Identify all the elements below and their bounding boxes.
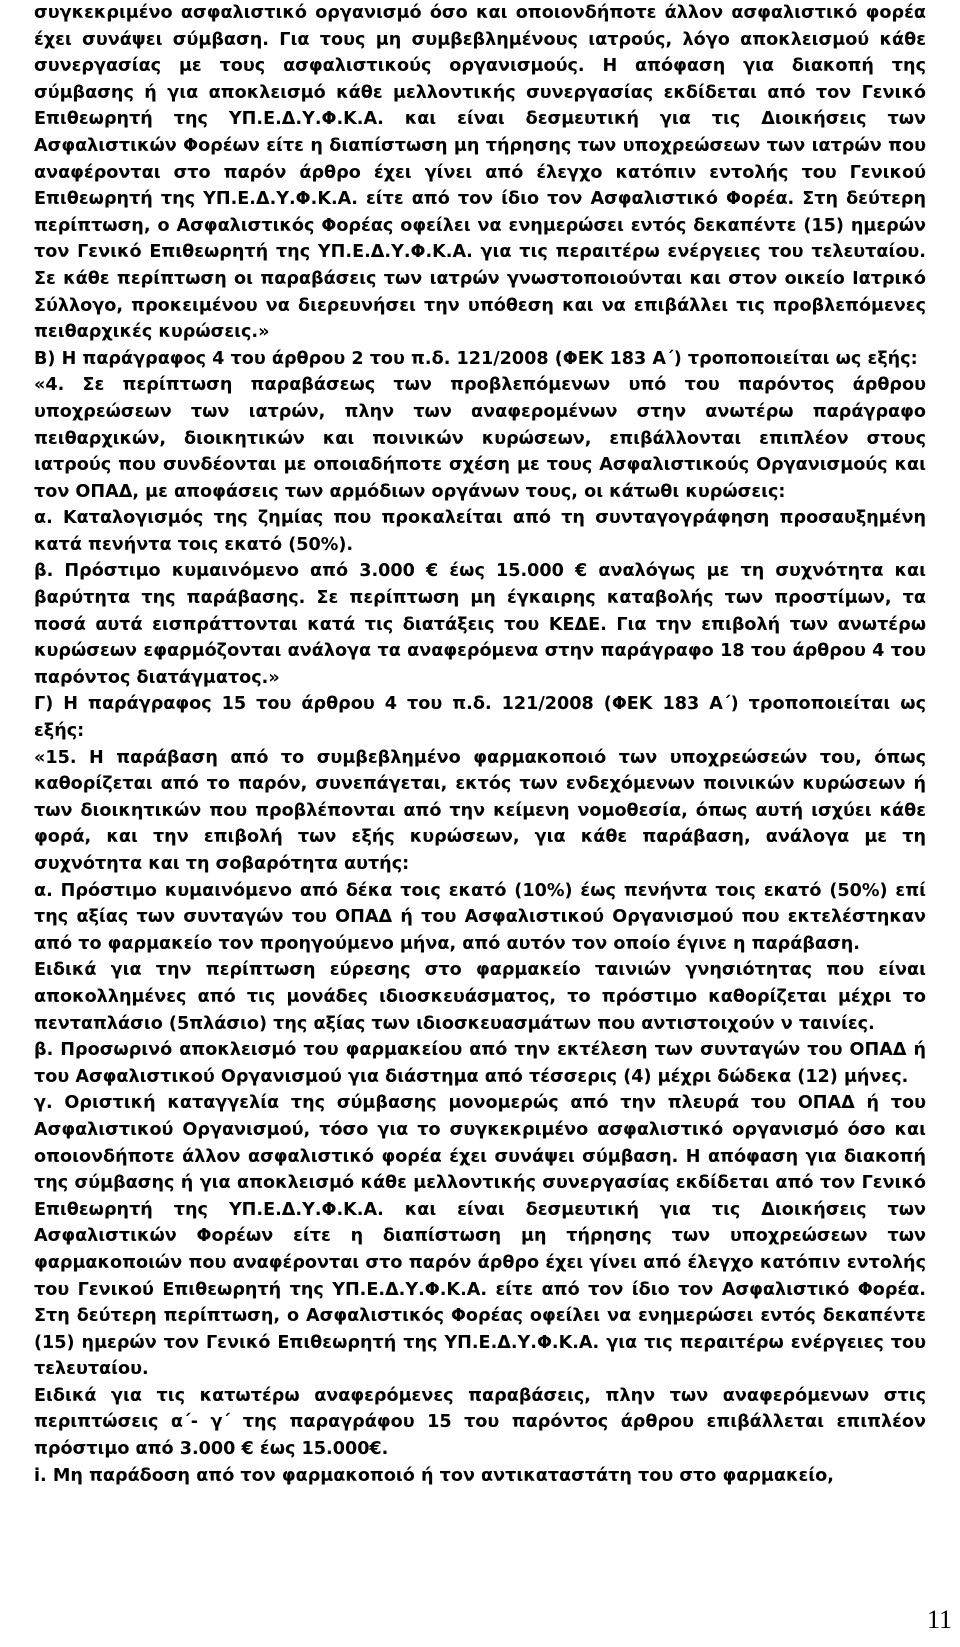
- paragraph-3: «4. Σε περίπτωση παραβάσεως των προβλεπόμενων υπό του παρόντος άρθρου υποχρεώσεων των ιατρών, πλην των αναφερομένων στην ανωτέρω παράγραφο πειθαρχικών, διοικητικών και ποινικών κυρώσεων, επιβάλλονται επιπλέον στους ιατρούς που συνδέονται με οποιαδήποτε σχέση με τους Ασφαλιστικούς Οργανισμούς και τον ΟΠΑΔ, με αποφάσεις των αρμόδιων οργάνων τους, οι κάτωθι κυρώσεις:: [34, 375, 926, 502]
- text-run-bold: Η απόφαση για διακοπή της σύμβασης ή για αποκλεισμό κάθε μελλοντικής συνεργασίας εκδίδεται από τον Γενικό Επιθεωρητή της ΥΠ.Ε.Δ.Υ.Φ.Κ.Α.: [34, 56, 926, 130]
- paragraph-6: Γ) Η παράγραφος 15 του άρθρου 4 του π.δ. 121/2008 (ΦΕΚ 183 Α΄) τροποποιείται ως εξής:: [34, 694, 926, 742]
- paragraph-12: Ειδικά για τις κατωτέρω αναφερόμενες παραβάσεις, πλην των αναφερόμενων στις περιπτώσεις α΄- γ΄ της παραγράφου 15 του παρόντος άρθρου επιβάλλεται επιπλέον πρόστιμο από 3.000 € έως 15.000€.: [34, 1385, 926, 1460]
- text-run: των Ασφαλιστικών Φορέων είτε η διαπίστωση μη τήρησης των υποχρεώσεων των ιατρών που αναφέρονται στο παρόν άρθρο έχει γίνει από έλεγχο κατόπιν εντολής του Γενικού Επιθεωρητή της ΥΠ.Ε.Δ.Υ.Φ.Κ.Α. είτε από τον ίδιο τον Ασφαλιστικό Φορέα. Στη δεύτερη περίπτωση, ο Ασφαλιστικός Φορέας οφείλει να ενημερώσει εντός δεκαπέντε (15) ημερών τον Γενικό Επιθεωρητή της ΥΠ.Ε.Δ.Υ.Φ.Κ.Α. για τις περαιτέρω ενέργειες του τελευταίου. Σε κάθε περίπτωση οι παραβάσεις των ιατρών γνωστοποιούνται και στον οικείο Ιατρικό Σύλλογο, προκειμένου να διερευνήσει την υπόθεση και να επιβάλλει τις προβλεπόμενες πειθαρχικές κυρώσεις.»: [34, 109, 926, 343]
- paragraph-10: β. Προσωρινό αποκλεισμό του φαρμακείου από την εκτέλεση των συνταγών του ΟΠΑΔ ή του Ασφαλιστικού Οργανισμού για διάστημα από τέσσερις (4) μέχρι δώδεκα (12) μήνες.: [34, 1040, 926, 1087]
- text-run: και είναι δεσμευτική για τις: [383, 109, 762, 130]
- paragraph-4: α. Καταλογισμός της ζημίας που προκαλείται από τη συνταγογράφηση προσαυξημένη κατά πενήντα τοις εκατό (50%).: [34, 508, 926, 555]
- paragraph-11: γ. Οριστική καταγγελία της σύμβασης μονομερώς από την πλευρά του ΟΠΑΔ ή του Ασφαλιστικού Οργανισμού, τόσο για το συγκεκριμένο ασφαλιστικό οργανισμό όσο και οποιονδήποτε άλλον ασφαλιστικό φορέα έχει συνάψει σύμβαση. Η απόφαση για διακοπή της σύμβασης ή για αποκλεισμό κάθε μελλοντικής συνεργασίας εκδίδεται από τον Γενικό Επιθεωρητή της ΥΠ.Ε.Δ.Υ.Φ.Κ.Α. και είναι δεσμευτική για τις Διοικήσεις των Ασφαλιστικών Φορέων είτε η διαπίστωση μη τήρησης των υποχρεώσεων των φαρμακοποιών που αναφέρονται στο παρόν άρθρο έχει γίνει από έλεγχο κατόπιν εντολής του Γενικού Επιθεωρητή της ΥΠ.Ε.Δ.Υ.Φ.Κ.Α. είτε από τον ίδιο τον Ασφαλιστικό Φορέα. Στη δεύτερη περίπτωση, ο Ασφαλιστικός Φορέας οφείλει να ενημερώσει εντός δεκαπέντε (15) ημερών τον Γενικό Επιθεωρητή της ΥΠ.Ε.Δ.Υ.Φ.Κ.Α. για τις περαιτέρω ενέργειες του τελευταίου.: [34, 1093, 926, 1380]
- paragraph-13: i. Μη παράδοση από τον φαρμακοποιό ή τον αντικαταστάτη του στο φαρμακείο,: [34, 1465, 834, 1486]
- paragraph-5: β. Πρόστιμο κυμαινόμενο από 3.000 € έως 15.000 € αναλόγως με τη συχνότητα και βαρύτητα της παράβασης. Σε περίπτωση μη έγκαιρης καταβολής των προστίμων, τα ποσά αυτά εισπράττονται κατά τις διατάξεις του ΚΕΔΕ. Για την επιβολή των ανωτέρω κυρώσεων εφαρμόζονται ανάλογα τα αναφερόμενα στην παράγραφο 18 του άρθρου 4 του παρόντος διατάγματος.»: [34, 561, 926, 688]
- text-run-bold: Διοικήσεις: [761, 109, 867, 130]
- page-number: 11: [926, 1605, 952, 1634]
- text-run: συγκεκριμένο ασφαλιστικό οργανισμό όσο και οποιονδήποτε άλλον ασφαλιστικό φορέα έχει συνάψει σύμβαση. Για τους μη συμβεβλημένους ιατρούς, λόγο αποκλεισμού κάθε συνεργασίας με τους ασφαλιστικούς οργανισμούς.: [34, 3, 926, 77]
- paragraph-1: [34, 0, 926, 346]
- paragraph-9: Ειδικά για την περίπτωση εύρεσης στο φαρμακείο ταινιών γνησιότητας που είναι αποκολλημένες από τις μονάδες ιδιοσκευάσματος, το πρόστιμο καθορίζεται μέχρι το πενταπλάσιο (5πλάσιο) της αξίας των ιδιοσκευασμάτων που αντιστοιχούν ν ταινίες.: [34, 960, 926, 1034]
- paragraph-8: α. Πρόστιμο κυμαινόμενο από δέκα τοις εκατό (10%) έως πενήντα τοις εκατό (50%) επί της αξίας των συνταγών του ΟΠΑΔ ή του Ασφαλιστικού Οργανισμού που εκτελέστηκαν από το φαρμακείο τον προηγούμενο μήνα, από αυτόν τον οποίο έγινε η παράβαση.: [34, 880, 926, 954]
- paragraph-7: «15. Η παράβαση από το συμβεβλημένο φαρμακοποιό των υποχρεώσεών του, όπως καθορίζεται από το παρόν, συνεπάγεται, εκτός των ενδεχόμενων ποινικών κυρώσεων ή των διοικητικών που προβλέπονται από την κείμενη νομοθεσία, όπως αυτή ισχύει κάθε φορά, και την επιβολή των εξής κυρώσεων, για κάθε παράβαση, ανάλογα με τη συχνότητα και τη σοβαρότητα αυτής:: [34, 747, 926, 874]
- paragraph-2: Β) Η παράγραφος 4 του άρθρου 2 του π.δ. 121/2008 (ΦΕΚ 183 Α΄) τροποποιείται ως εξής:: [34, 348, 918, 369]
- document-body: [34, 0, 926, 1489]
